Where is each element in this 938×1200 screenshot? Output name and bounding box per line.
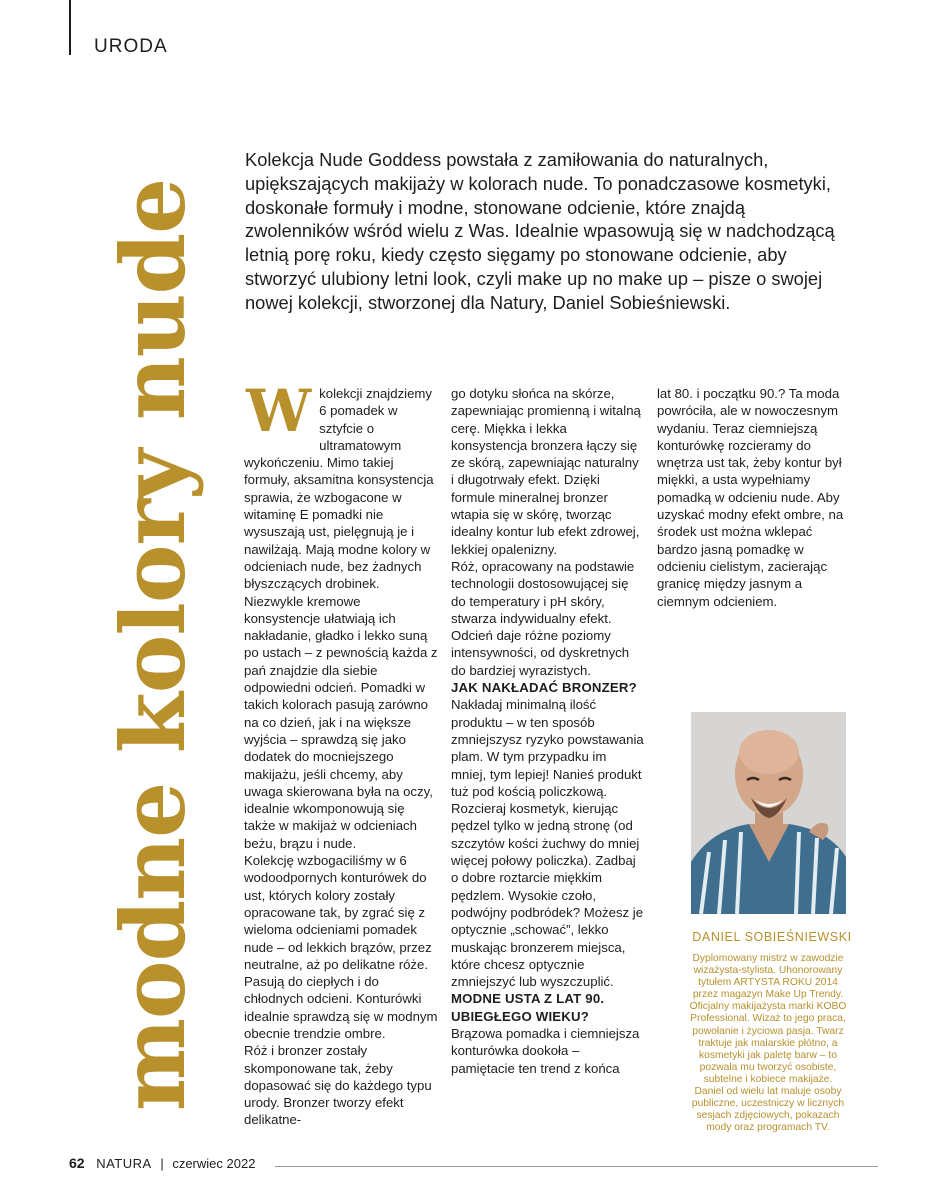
portrait-illustration bbox=[691, 712, 846, 914]
paragraph: Brązowa pomadka i ciemniejsza konturówka dookoła – pamiętacie ten trend z końca bbox=[451, 1025, 640, 1076]
article-column-1 bbox=[244, 377, 438, 1129]
article-column-2 bbox=[451, 385, 644, 1077]
paragraph: kolekcji znajdziemy 6 pomadek w sztyfcie o ultramatowym wykończeniu. Mimo takiej formuły, aksamitna konsystencja sprawia, że wzbogacone w witaminę E pomadki nie wysuszają ust, pielęgnują je i nawilżają. Mają modne kolory w odcieniach nude, bez żadnych błyszczących drobinek. Niezwykle kremowe konsystencje ułatwiają ich nakładanie, gładko i lekko suną po ustach – z pewnością każda z pań znajdzie dla siebie odpowiedni odcień. Pomadki w takich kolorach pasują zarówno na co dzień, jak i na większe wyjścia – sprawdzą się jako dodatek do mocniejszego makijażu, jeśli chcemy, aby uwaga skierowana była na oczy, idealnie wkomponowują się także w makijaż w odcieniach beżu, brązu i nude. bbox=[244, 386, 438, 851]
issue-date: czerwiec 2022 bbox=[172, 1156, 256, 1171]
header-rule bbox=[69, 0, 71, 55]
publication-name: NATURA bbox=[96, 1156, 152, 1171]
page-number: 62 bbox=[69, 1155, 85, 1171]
footer-rule bbox=[275, 1166, 878, 1167]
article-column-3 bbox=[657, 385, 847, 610]
article-title: modne kolory nude bbox=[101, 178, 205, 1112]
caption-bio: Dyplomowany mistrz w zawodzie wizażysta-stylista. Uhonorowany tytułem ARTYSTA ROKU 2014 przez magazyn Make Up Trendy. Oficjalny makijażysta marki KOBO Professional. Wizaż to jego praca, powołanie i życiowa pasja. Twarz traktuje jak malarskie płótno, a kosmetyki jak paletę barw – to pozwala mu tworzyć osobiste, subtelne i kobiece makijaże. Daniel od wielu lat maluje osoby publiczne, uczestniczy w licznych sesjach zdjęciowych, pokazach mody oraz programach TV. bbox=[689, 953, 847, 1134]
article-lead: Kolekcja Nude Goddess powstała z zamiłowania do naturalnych, upiększających makijaży w kolorach nude. To ponadczasowe kosmetyki, doskonałe formuły i modne, stonowane odcienie, które znajdą zwolenników wśród wielu z Was. Idealnie wpasowują się w nadchodzącą letnią porę roku, kiedy często sięgamy po stonowane odcienie, aby stworzyć ulubiony letni look, czyli make up no make up – pisze o swojej nowej kolekcji, stworzonej dla Natury, Daniel Sobieśniewski. bbox=[245, 149, 835, 313]
paragraph: go dotyku słońca na skórze, zapewniając promienną i witalną cerę. Miękka i lekka konsystencja bronzera łączy się ze skórą, zapewniając naturalny i długotrwały efekt. Dzięki formule mineralnej bronzer wtapia się w skórę, tworząc idealny kontur lub efekt zdrowej, lekkiej opalenizny. bbox=[451, 386, 641, 557]
paragraph: Róż, opracowany na podstawie technologii dostosowującej się do temperatury i pH skóry, stwarza indywidualny efekt. Odcień daje różne poziomy intensywności, od dyskretnych do bardziej wyrazistych. bbox=[451, 558, 635, 678]
portrait-photo bbox=[691, 712, 846, 914]
page-footer bbox=[69, 1155, 255, 1171]
article-title-container bbox=[98, 140, 208, 1150]
paragraph: lat 80. i początku 90.? Ta moda powróciła, ale w nowoczesnym wydaniu. Teraz ciemniejszą konturówkę rozcieramy do wnętrza ust tak, żeby kontur był miękki, a usta wypełniamy pomadką w odcieniu nude. Aby uzyskać modny efekt ombre, na środek ust można wklepać bardzo jasną pomadkę w odcieniu cielistym, zacierając granicę między jasnym a ciemnym odcieniem. bbox=[657, 386, 844, 609]
subheading: JAK NAKŁADAĆ BRONZER? bbox=[451, 680, 637, 696]
paragraph: Kolekcję wzbogaciliśmy w 6 wodoodpornych konturówek do ust, których kolory zostały opracowane tak, by zgrać się z wieloma odcieniami pomadek nude – od lekkich brązów, przez neutralne, aż po delikatne róże. Pasują do ciepłych i do chłodnych odcieni. Konturówki idealnie sprawdzą się w modnym obecnie trendzie ombre. bbox=[244, 853, 438, 1041]
footer-separator: | bbox=[160, 1156, 164, 1171]
caption-name: DANIEL SOBIEŚNIEWSKI bbox=[692, 930, 852, 944]
subheading: MODNE USTA Z LAT 90. UBIEGŁEGO WIEKU? bbox=[451, 991, 605, 1024]
paragraph: Nakładaj minimalną ilość produktu – w ten sposób zmniejszysz ryzyko powstawania plam. W tym przypadku im mniej, tym lepiej! Nanieś produkt tuż pod kością policzkową. Rozcieraj kosmetyk, kierując pędzel tylko w jedną stronę (od szczytów kości żuchwy do mniej więcej połowy policzka). Zadbaj o dobre roztarcie miękkim pędzlem. Wysokie czoło, podwójny podbródek? Możesz je optycznie „schować”, lekko muskając bronzerem miejsca, które chcesz optycznie zmniejszyć lub wyszczuplić. bbox=[451, 697, 644, 990]
paragraph: Róż i bronzer zostały skomponowane tak, żeby dopasować się do każdego typu urody. Bronzer tworzy efekt delikatne- bbox=[244, 1043, 432, 1128]
dropcap: W bbox=[246, 377, 312, 445]
section-label: URODA bbox=[94, 36, 168, 57]
